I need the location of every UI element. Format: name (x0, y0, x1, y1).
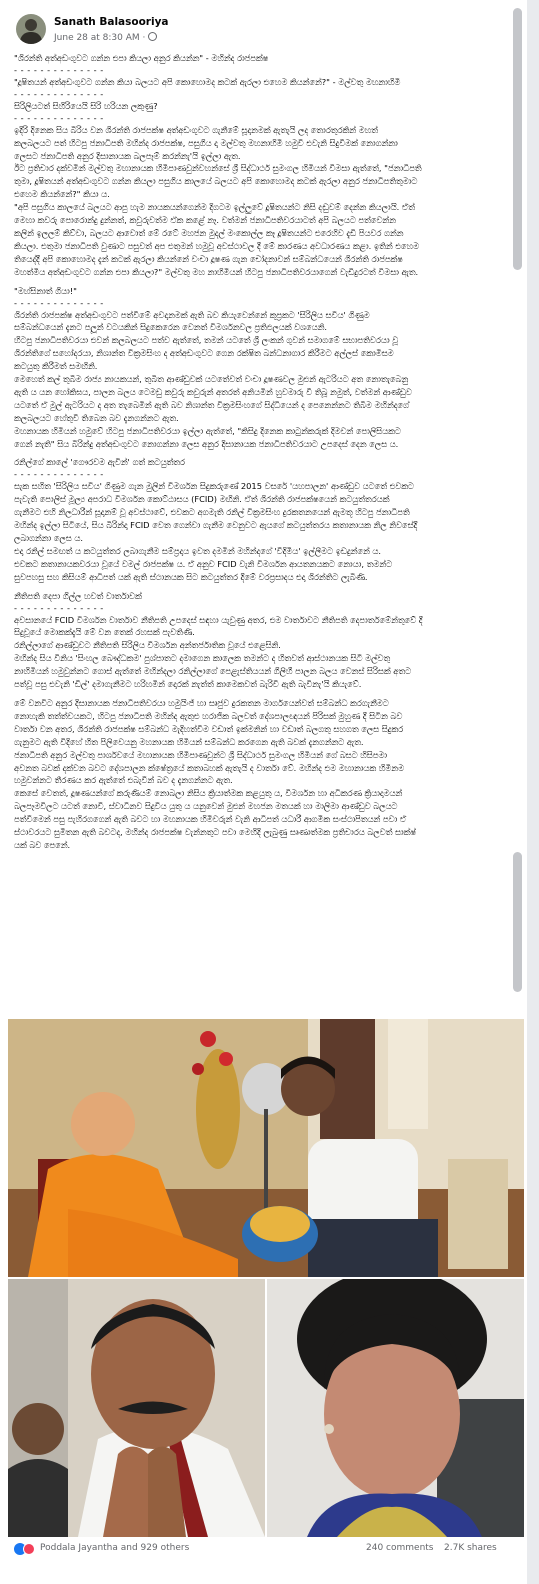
post-text-line: "ශිරන්ති අත්අඩංගුවට ගන්න එපා කියලා අනුර කියන්න" - මහින්ද රාජපක්ෂ (14, 53, 269, 63)
scrollbar-thumb[interactable] (513, 8, 522, 270)
post-text-line: "අපි පසුගිය කාලයේ බලයට ආපු හැම නායකයන්ගෙන්ම දිගටම ඉල්ලුවේ දූෂිතයන්ට නිසි දඬුවම් දෙන්න කියලායි. ඒත් (14, 202, 415, 213)
post-text-line: නාහිමියන් හමුවුන්නට ගොස් ඇත්තේ මහින්දලා රනිල්ලාගේ පෙළැස්තියයන් ගිලිහී පාලන බලය වෙනස් සිරිසක් අතට (14, 666, 412, 677)
post-text-line: කලින් ඉලලම් කිව්වා, බලයට ආවොත් මේ රටේ මහජන මුදල් මංකොල්ල කෑ දූෂිතයන්ට එරෙහිව දැඩි පියවර ගන්න (14, 227, 404, 238)
avatar[interactable] (16, 14, 46, 44)
post-text-line: එදා රනිල් සමඟත් ය කටයුත්තර ලබාගැනීම සම්ප්‍රදාය ඉවත දමමින් මහින්දගේ 'වීදිමිය' ඉල්ලීමට ඉඩදුන්නේ ය. (14, 545, 381, 556)
reaction-names[interactable]: Poddala Jayantha and 929 others (40, 1543, 190, 1553)
post-text-line: වාර්තා වන අතර, ශිරන්ති රාජපක්ෂ සම්බන්ධ මැදිහත්වීම වඩාත් ඉක්මනින් හා වඩාත් බලගතු සහගත ලෙස සිදුකර (14, 723, 404, 734)
post-text-line: අවනත බවක් දක්වන බවට දේශපාලන ක්ෂේත්‍රයේ කතාබහක් ඇතැයි ද වාර්තා වේ. මහින්ද එම මහානායක හිමිනම (14, 762, 404, 773)
post-text-line: මහින්ද ඉල්ලා සිටියේ, සිය බිරින්දා FCID වෙත ගෙන්වා ගැනීම වෙනුවට ඇයගේ කටයුත්තරය කතානායක නිල නිවසේදී (14, 520, 418, 531)
post-photo-3[interactable] (267, 1279, 524, 1537)
post-text-line: ගැනුමට ඇති විදිහේ හිත පිලිවෙයනු මහනායක හිමියන් සම්බන්ධ කරගෙන ඇති බවක් දැනගන්නට ඇත. (14, 736, 364, 747)
photo-3-illustration (267, 1279, 524, 1537)
post-text-line: ඇති ය යන හෝකිඝය, පාලන බලය ටෙමඩු කවුරු කවුරුන් අතරත් අනියමින් හුවමාරු වී තිබූ නමුත්, වත්මන් ආණ්ඩුව (14, 386, 412, 397)
post-text-line: කලබලයට පත් හිටපු ජනාධිපති මහින්ද රාජපක්ෂ, පසුගිය දා මල්වතු මහනාහිමි හමුවී එවැනි සිදුවීමක් නොගන්නා (14, 137, 398, 148)
separator-line: - - - - - - - - - - - - - - (14, 469, 104, 480)
post-text-line: එහෙම කියන්නේ?" කියා ය. (14, 189, 110, 200)
post-text-line: මෙහෙත් කල් තුබීම රාජ්‍ය නායකයන්, තුබිත ආණ්ඩුවක් යටතේවත් වංචා දූෂණවල මුළුන් ඇටරියට අත නොතැබෙනු (14, 374, 409, 385)
post-text-line: අවසානයේ FCID විමර්ශන වාර්තාව නීතිපති උපදෙස් සඳහා යැවුණු අතර, එම වාර්තාවට නීතිපති දෙපාර්තමේන්තුවේ දී (14, 614, 423, 625)
post-text-line: ගෙන් නැති" සිය බිරින්දු අත්අඩංගුවට නොගන්නා ලෙස අනුර දිසානායක ජනාධිපතිවරයාට උපදෙස් දෙන ලෙස ය. (14, 438, 399, 449)
post-text-line: නීතිපති දෙපා ගිල්ල හවත් වාර්තාවක් (14, 590, 142, 601)
photo-2-illustration (8, 1279, 265, 1537)
post-text-line: හිටපු ජනාධිපතිවරයා එවන් කලබලයට පත්ව ඇත්තේ, තමන් යටතේ ශ්‍රී ලංකන් ගුවන් සමාගමේ සභාපතිවරයා වූ (14, 335, 399, 346)
post-text-line: මෙහා කවරු පොරොන්දු දුන්නත්, කවුරුවත්ම ඒක කළේ නෑ. වත්මන් ජනාධිපතිවරයාටත් අපි බලයට පත්වෙන්න (14, 215, 396, 226)
post-text-line: සුවපහසු සහ කිසියම් ආධිපත් යක් ඇති ස්ථානයක සිට කටයුත්තර දීමේ වරප්‍රසාදය එදා ශිරන්තිට ලැබිණි. (14, 571, 368, 582)
separator-line: - - - - - - - - - - - - - - (14, 112, 104, 123)
post-text-line: "මහ්සිනාත් ගියා!" (14, 285, 77, 296)
post-text-line: තියෙද්දී අපි කොහොමද දැන් කටක් ඇරලා කියන්නේ වංචා දූෂණ ගැන චෝදනාවන් සම්බන්ධයෙන් ශිරන්ති රාජපක්ෂ (14, 253, 403, 264)
post-text-line: රනිල්ගේ කාලේ 'ගෞරවම ඇවින්' ගත් කටයුත්තර (14, 457, 185, 468)
post-text-line: ජනාධිපති අනුර මල්වතු පාර්ශවයේ මහානායක හිමිපාණවුන්ට ශ්‍රී සිද්ධාර්ථ සුමංගල හිමියන් ගේ බසට හිසිපමා (14, 749, 388, 760)
post-text-line: පත්වීමෙන් පසු පැහිරගගෙන් ඇති බවට හා මහනායක හිමිවරුන් වැනි ආධිපත් යධාරී ආගමික සංස්ථාපිතයන් පවා ඒ (14, 814, 407, 825)
post-text-line: ඊට ප්‍රතිචාර දක්වමින් මල්වතු මහානායක හිමිපාණවුන්වහන්සේ ශ්‍රී සිද්ධාර්ථ සුමංගල හිමියන් විමසා ඇත්තේ, "ජනාධිපති (14, 163, 422, 174)
post-text-line: හමුවන්නට තීරණය කර ඇත්තේ එබැවින් බව ද දැනගන්නට ඇත. (14, 775, 233, 786)
separator-line: - - - - - - - - - - - - - - (14, 88, 104, 99)
post-text-line: සම්බන්ධයෙන් දැනට පලූන් වටයකින් සිදුකෙරෙන වෙනත් විමර්ශනවල ප්‍රතිඵලයක් වශයෙනි. (14, 322, 327, 333)
author-name[interactable]: Sanath Balasooriya (54, 16, 169, 28)
post-text-line: ගැනීමට එහි නිලධාරීන් සූදානම් වූ අවස්ථාවේ, එවකට අගමැති රනිල් වික්‍රමසිංහ දුරකතනයෙන් ඇමතූ හිටපු ජනාධිපති (14, 507, 410, 518)
scrollbar-thumb-secondary[interactable] (513, 852, 522, 992)
post-text-line: ලෙසට ජනාධිපති අනුර දිසානායක බලපෑම් කරන්නැ'යි ඉල්ලා ඇත. (14, 150, 241, 161)
post-text-line: "දූෂිතයන් අත්අඩංගුවට ගන්න කියා බලයට අපි කොහොමද කටක් ඇරලා එහෙම කියන්නේ?" - මල්වතු මහනාහිමි (14, 76, 401, 87)
separator-line: - - - - - - - - - - - - - - (14, 64, 104, 75)
post-text-line: කලබලයට හේතුවී තිබෙන බව දැනගන්නට ඇත. (14, 412, 179, 423)
post-text-line: කටයුතු කිරීමත් සමඟිනි. (14, 361, 98, 372)
post-text-line: නොහැකි තත්ත්වයකට, හිටපු ජනාධිපති මහින්ද ඇතුළු හරාජික බලවත් දේශපාලඥයන් පිරිසක් මුහුණ දී සිටින බව (14, 710, 403, 721)
post-date-text[interactable]: June 28 at 8:30 AM · (54, 33, 146, 43)
post-photo-1[interactable] (8, 1019, 524, 1277)
post-photo-2[interactable] (8, 1279, 265, 1537)
post-date[interactable] (54, 32, 157, 43)
post-text-line: පත්වූ පසු එවැනි 'ඩීල්' දමාගැනීමට හරිහමින් දොරක් නැත්ත් කාමෙකවත් බැරිවී ඇති බැවිනැ'යි කියැවේ. (14, 679, 362, 690)
comments-count[interactable]: 240 comments (366, 1543, 434, 1553)
post-text-line: ඉදිරි දිනෙක සිය බිරිය වන ශිරන්ති රාජපක්ෂ අත්අඩංගුවට ගැනීමේ සූදානමක් ඇතැයි ලද තොරතුරකින් මහත් (14, 124, 378, 135)
post-text-line: එවකට කතානායකවරයා වූයේ වමල් රාජපක්ෂ ය. ඒ අනුව FCID වැනි විමර්ශන ආයතනයකට නොයා, තමන්ට (14, 558, 393, 569)
reactions-bar (14, 1542, 514, 1560)
post-body (14, 52, 512, 852)
globe-icon (148, 32, 157, 41)
post-text-line: ශිරන්තිගේ සහෝදරයා, නිශාන්ත වික්‍රමසිංහ ද අත්අඩංගුවට ගෙන රක්ෂිත බන්ධනාගාර කිරීමට අල්ලස් කොමිසම (14, 348, 394, 359)
post-text-line: සිරිලියටත් සිහිරියෙයි සිරි හරියන ලකුණු? (14, 100, 158, 111)
photo-1-illustration (8, 1019, 524, 1277)
post-text-line: තුමා, දූෂිතයන් අත්අඩංගුවට ගන්න කියලා පසුගිය කාලයේ බලයට අපි කොහොමද කටක් ඇරලා අනුර ජනාධිපතිතුමාට (14, 176, 418, 187)
post-text-line: යක් බව පෙනේ. (14, 839, 71, 850)
post-text-line: මහනායක හිමියන් හමුවේ හිටපු ජනාධිපතිවරයා ඉල්ලා ඇත්තේ, "කිසිදු දිනෙක කාටුන්කරුක් දිමවන් පොලිසියකට (14, 425, 401, 436)
post-text-line: කෙසේ වෙතත්, දූෂණයන්ගේ කරුණියම් නොබලා නිසිය ක්‍රියාත්මක කළයුතු ය, විමර්ශන හා අධිකරණ ක්‍රියාදාමයන් (14, 788, 403, 799)
post-text-line: ශිරන්ති රාජපක්ෂ අත්අඩංගුවට පත්වීමේ අවදානමක් ඇති බව කියැවෙන්නේ කුප්‍රකට 'සිරිලිය සවිය' ගිණුම (14, 309, 370, 320)
post-text-line: සැක සහිත 'සිරිලිය සවිය' ගිණුම ගැන මුලින් විමර්ශන සිදුකරුණේ 2015 වසරේ 'යහපාලන' ආණ්ඩුව යටතේ එවකට (14, 481, 414, 492)
post-text-line: සිදුවූයේ මොකක්දැයි මේ වන තෙක් රහසක් පැවතිණි. (14, 627, 195, 638)
post-text-line: කියලා. එතුමා ජනාධිපති වුණාට පසුවත් අප එතුමන් හමුවූ අවස්ථාවල දී මේ කාරණය අවධාරණය කළා. ඉතින් එහෙම (14, 240, 419, 251)
shares-count[interactable]: 2.7K shares (444, 1543, 497, 1553)
post-text-line: මහත්මිය අත්අඩංගුවට ගන්න එපා කියලා?" මල්වතු මහ නාහිමියන් හිටපු ජනාධිපතිවරයාගෙන් වැඩිදුරටත් විමසා ඇත. (14, 266, 419, 277)
post-text-line: මහින්ද සිය විනිය 'සිංහල බෞද්ධකම' පුශ්පාතට දමාගෙන කාලෙක තමන්ට ද හිතවත් ආස්ථානයක සිටි මල්වතු (14, 653, 391, 664)
post-text-line: ලබාගන්නා ලෙස ය. (14, 533, 83, 543)
post-text-line: බලපෑමවිලට යටත් නොවී, ස්වාධීනව සිදුවිය යුතු ය යනුවෙන් මුළුන් මහජන මතයක් හා මාලිමා ආණ්ඩුව බලයට (14, 801, 398, 812)
love-reaction-icon (23, 1543, 35, 1555)
separator-line: - - - - - - - - - - - - - - (14, 297, 104, 308)
post-text-line: පැවැති පොලිස් මූල්‍ය අපරාධ විමර්ශන කොට්ඨාසය (FCID) මඟිනි. ඒත් ශිරන්ති රාජපක්ෂයෙන් කටයුත්තරයක් (14, 494, 390, 505)
separator-line: - - - - - - - - - - - - - - (14, 602, 104, 613)
post-text-line: මේ වනවිට අනුර දිසානායක ජනාධිපතිවරයා හමුයිංජ් හා සෘජුව දුරකතන මාර්ගයෙන්වත් සම්බන්ධ කරගැනීමට (14, 697, 389, 708)
post-text-line: ස්ථාවරයට සුමීතන ඇති බවටද, මහින්ද රාජපක්ෂ වැන්නතුට පවා මෙහිදි ලැබුණු සෘණාත්මක ප්‍රතිචාරය බලවත් සාක්ෂ් (14, 827, 416, 838)
post-text-line: රනිල්ලාගේ ආණ්ඩුවට නීතිපති සිරිලිය විමර්ශන අන්තර්ජාතික වූයේ එළෙසිනි. (14, 640, 281, 651)
post-text-line: යටතේ ඒ මුල් ඇටරියට ද අත තැබෙමින් ඇති බව නිශාන්ත වික්‍රමසිංහගේ සිද්ධියෙන් ද පෙනෙන්නට තිබීම මහින්දගේ (14, 399, 409, 410)
